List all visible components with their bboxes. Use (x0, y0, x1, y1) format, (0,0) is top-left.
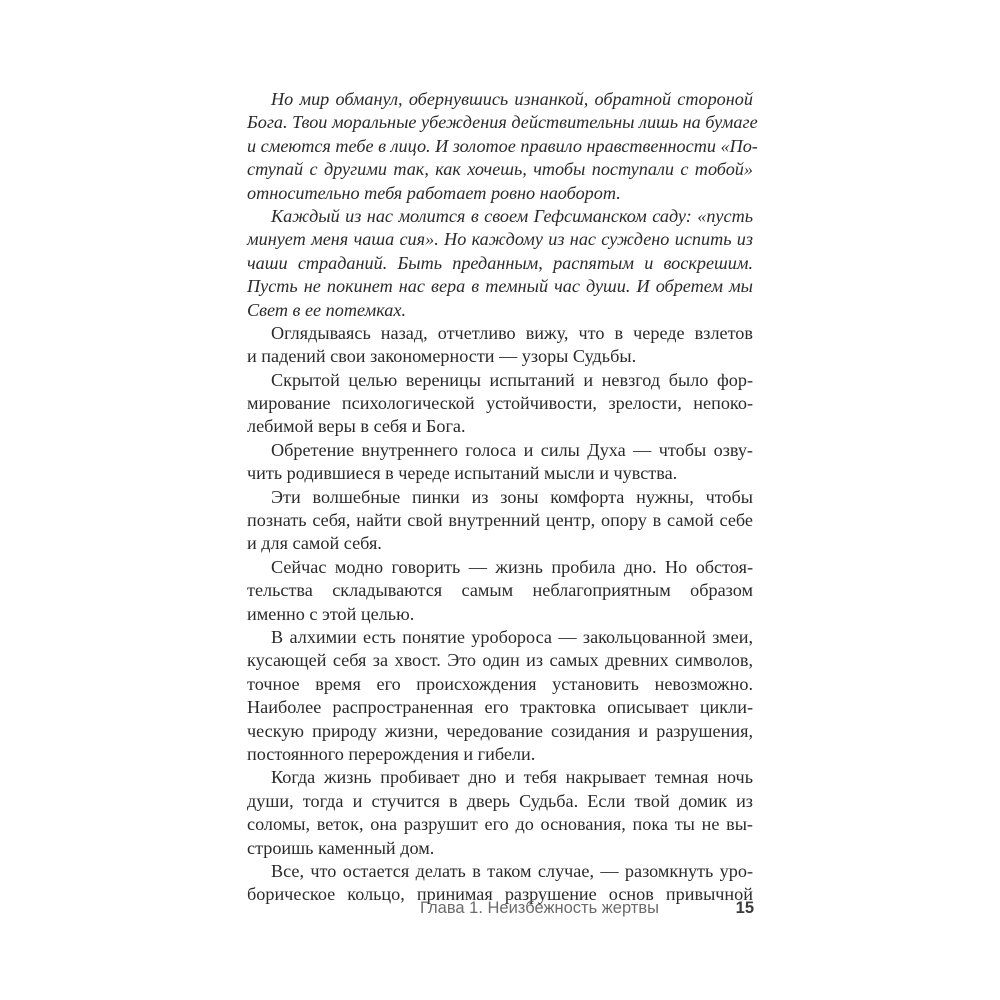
text-line: познать себя, найти свой внутренний центр, опору в самой себе (247, 510, 753, 531)
text-line: и смеются тебе в лицо. И золотое правило нравственности «По- (247, 135, 758, 156)
page-number: 15 (735, 899, 754, 917)
text-line: кусающей себя за хвост. Это один из самых древних символов, (247, 650, 753, 671)
text-line: соломы, веток, она разрушит его до основания, пока ты не вы- (247, 814, 753, 835)
text-line: строишь каменный дом. (247, 837, 435, 858)
text-line: Сейчас модно говорить — жизнь пробила дно. Но обстоя- (271, 556, 753, 577)
body-paragraph (247, 439, 753, 486)
text-line: чить родившиеся в череде испытаний мысли и чувства. (247, 463, 678, 484)
italic-paragraph (247, 88, 758, 205)
text-line: души, тогда и стучится в дверь Судьба. Если твой домик из (247, 790, 753, 811)
text-line: постоянного перерождения и гибели. (247, 743, 536, 764)
text-line: Скрытой целью вереницы испытаний и невзгод было фор- (271, 369, 753, 390)
page-footer (420, 899, 754, 923)
text-line: Эти волшебные пинки из зоны комфорта нужны, чтобы (271, 486, 753, 507)
text-line: мирование психологической устойчивости, зрелости, непоко- (247, 393, 753, 414)
text-line: Все, что остается делать в таком случае, — разомкнуть уро- (271, 860, 753, 881)
text-line: Пусть не покинет нас вера в темный час души. И обретем мы (247, 276, 753, 297)
text-line: лебимой веры в себя и Бога. (247, 416, 466, 437)
text-line: точное время его происхождения установить невозможно. (247, 673, 753, 694)
text-line: Бога. Твои моральные убеждения действительны лишь на бумаге (247, 112, 758, 133)
text-line: минует меня чаша сия». Но каждому из нас суждено испить из (247, 229, 753, 250)
body-paragraph (247, 486, 753, 556)
body-paragraph (247, 766, 753, 860)
text-line: Оглядываясь назад, отчетливо вижу, что в череде взлетов (271, 322, 753, 343)
body-paragraph (247, 322, 753, 369)
text-line: ческую природу жизни, чередование созидания и разрушения, (247, 720, 753, 741)
body-paragraph (247, 556, 753, 626)
text-line: и падений свои закономерности — узоры Судьбы. (247, 346, 637, 367)
text-line: Но мир обманул, обернувшись изнанкой, обратной стороной (271, 89, 753, 109)
page-body (247, 88, 758, 907)
text-line: ступай с другими так, как хочешь, чтобы поступали с тобой» (247, 159, 753, 180)
text-line: чаши страданий. Быть преданным, распятым и воскрешим. (247, 252, 753, 273)
running-footer-chapter-title: Глава 1. Неизбежность жертвы (420, 899, 659, 917)
text-line: Каждый из нас молится в своем Гефсиманском саду: «пусть (271, 205, 753, 226)
text-line: В алхимии есть понятие уробороса — закольцованной змеи, (271, 626, 753, 647)
text-line: борическое кольцо, принимая разрушение основ привычной (247, 884, 753, 905)
text-line: Обретение внутреннего голоса и силы Духа — чтобы озву- (271, 439, 753, 460)
text-line: и для самой себя. (247, 533, 382, 554)
body-paragraph (247, 626, 753, 766)
text-line: относительно тебя работает ровно наоборот. (247, 182, 621, 203)
body-paragraph (247, 369, 753, 439)
text-line: Свет в ее потемках. (247, 299, 406, 320)
text-line: Когда жизнь пробивает дно и тебя накрывает темная ночь (271, 767, 753, 788)
text-line: именно с этой целью. (247, 603, 415, 624)
italic-paragraph (247, 205, 753, 322)
text-line: тельства складываются самым неблагоприятным образом (247, 580, 753, 601)
text-line: Наиболее распространенная его трактовка описывает цикли- (247, 697, 753, 718)
